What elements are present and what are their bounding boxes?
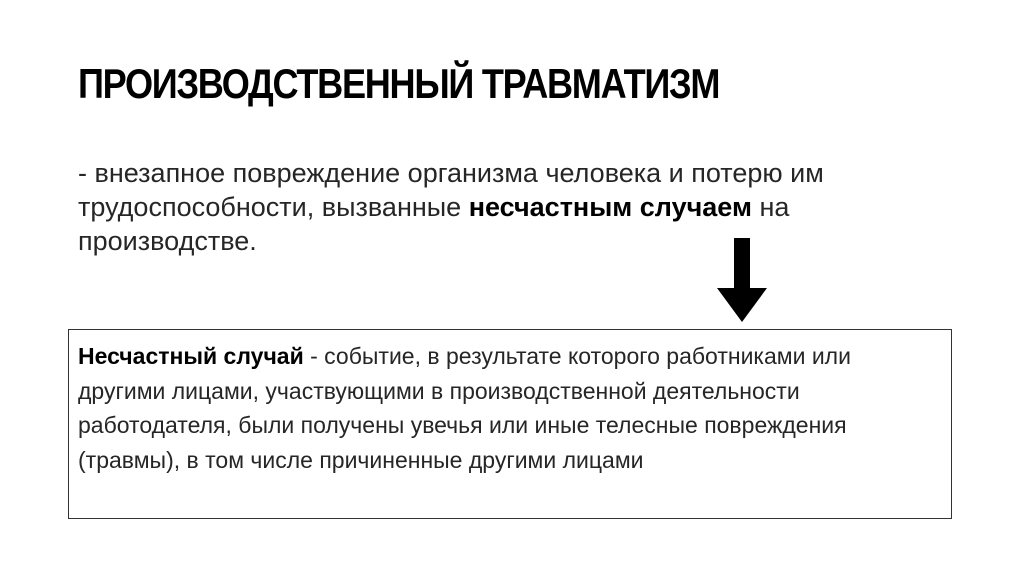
- definition-emphasis: несчастным случаем: [468, 192, 752, 222]
- definition-lead: - внезапное повреждение организма человека и потерю им трудоспособности, вызванные: [78, 158, 824, 222]
- accident-description: - событие, в результате которого работниками или другими лицами, участвующими в производственной деятельности работодателя, были получены увечья или иные телесные повреждения (травмы), в том числе причиненные другими лицами: [78, 343, 851, 473]
- definition-tail: на производстве.: [78, 192, 790, 256]
- definition-text: [78, 156, 958, 258]
- arrow-down-icon: [717, 238, 767, 322]
- accident-term: Несчастный случай: [78, 343, 304, 369]
- slide-title: ПРОИЗВОДСТВЕННЫЙ ТРАВМАТИЗМ: [78, 60, 720, 107]
- accident-definition-box: [68, 329, 952, 519]
